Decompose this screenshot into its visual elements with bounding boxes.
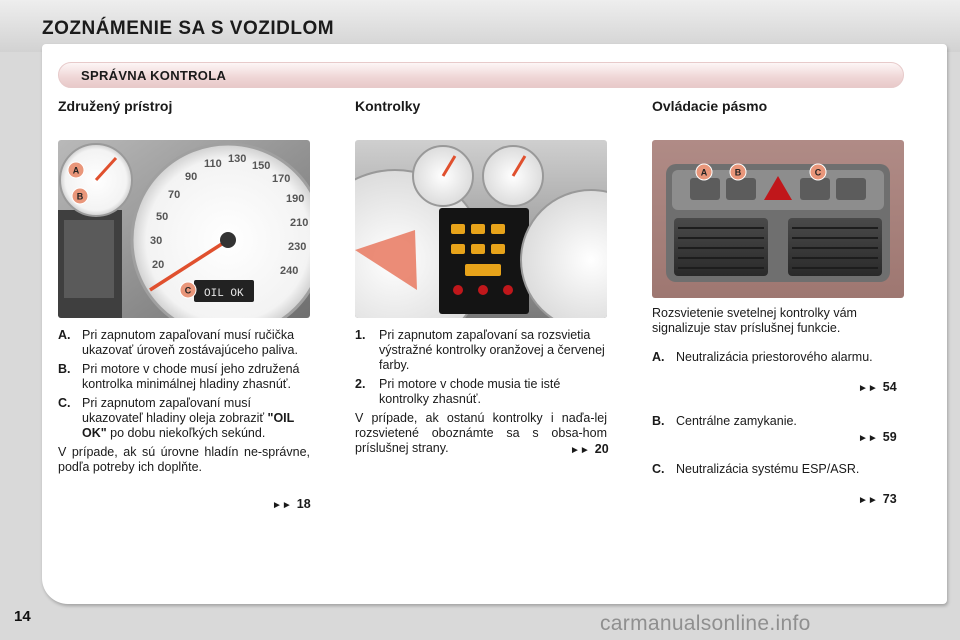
page-ref-number: 20 [594,442,609,456]
arrow-icon: ►► [858,495,878,506]
gauge-mark: 130 [228,153,247,165]
list-item [58,328,310,358]
gauge-mark: 50 [156,211,169,223]
instrument-note: V prípade, ak sú úrovne hladín ne-správne, podľa potreby ich doplňte. [58,445,310,474]
item-label: A. [58,328,71,342]
page-number: 14 [14,608,31,625]
page-ref-number: 18 [296,497,311,511]
list-item [652,350,904,369]
gauge-mark: 240 [280,265,299,277]
control-panel-photo [652,140,904,298]
item-label: A. [652,350,665,364]
item-label: 2. [355,377,366,391]
item-text: Pri zapnutom zapaľovaní musí ručička ukazovať úroveň zostávajúceho paliva. [82,328,298,357]
page-title: ZOZNÁMENIE SA S VOZIDLOM [42,18,335,39]
oil-ok-text: "OIL OK" [82,411,295,440]
controls-item-c [652,462,904,477]
item-label: B. [652,414,665,428]
section-banner [58,62,904,88]
photo-label-a: A [72,165,80,176]
item-text: Neutralizácia systému ESP/ASR. [676,462,860,476]
list-item [58,396,310,441]
arrow-icon: ►► [272,500,292,511]
warnings-note: V prípade, ak ostanú kontrolky i naďa-lej rozsvietené oboznámte sa s obsa-hom príslušnej strany. [355,411,607,455]
list-item [355,377,607,407]
list-item [355,328,607,373]
arrow-icon: ►► [858,383,878,394]
gauge-mark: 230 [288,241,307,253]
page-ref[interactable] [272,497,311,511]
gauge-mark: 30 [150,235,163,247]
warnings-heading: Kontrolky [355,98,421,114]
page-ref-number: 73 [882,492,897,506]
item-label: B. [58,362,71,376]
gauge-mark: 90 [185,171,198,183]
photo-label-a: A [700,167,708,178]
photo-label-c: C [184,285,192,296]
controls-item-a [652,350,904,365]
gauge-mark: 20 [152,259,165,271]
page-ref[interactable] [858,492,897,506]
controls-heading: Ovládacie pásmo [652,98,768,114]
oil-lcd: OIL OK [204,288,244,300]
item-label: C. [58,396,71,410]
item-text: Pri zapnutom zapaľovaní sa rozsvietia výstražné kontrolky oranžovej a červenej farby. [379,328,605,372]
controls-item-b [652,414,904,429]
warning-lights-photo [355,140,607,318]
page-ref[interactable] [858,430,897,444]
instrument-heading: Združený prístroj [58,98,173,114]
item-text: Centrálne zamykanie. [676,414,797,428]
item-text: Pri motore v chode musia tie isté kontrolky zhasnúť. [379,377,561,406]
page-ref[interactable] [570,442,609,456]
photo-label-b: B [734,167,742,178]
item-label: C. [652,462,665,476]
page-ref-number: 59 [882,430,897,444]
item-text: Neutralizácia priestorového alarmu. [676,350,873,364]
arrow-icon: ►► [858,433,878,444]
page-ref[interactable] [858,380,897,394]
page-ref-number: 54 [882,380,897,394]
controls-intro: Rozsvietenie svetelnej kontrolky vám signalizuje stav príslušnej funkcie. [652,306,857,335]
gauge-mark: 190 [286,193,305,205]
gauge-mark: 70 [168,189,181,201]
section-banner-label: SPRÁVNA KONTROLA [81,68,227,83]
gauge-mark: 210 [290,217,309,229]
item-text: Pri motore v chode musí jeho združená kontrolka minimálnej hladiny zhasnúť. [82,362,300,391]
gauge-mark: 150 [252,160,271,172]
item-text: po dobu niekoľkých sekúnd. [106,426,266,440]
instrument-list [58,328,310,475]
item-text: Pri zapnutom zapaľovaní musí ukazovateľ hladiny oleja zobraziť [82,396,268,425]
instrument-cluster-photo [58,140,310,318]
list-item [652,462,904,481]
photo-label-c: C [814,167,822,178]
arrow-icon: ►► [570,445,590,456]
gauge-mark: 110 [204,158,222,170]
photo-label-b: B [76,191,84,202]
list-item [58,362,310,392]
watermark: carmanualsonline.info [600,612,811,635]
warnings-list [355,328,607,456]
gauge-mark: 170 [272,173,291,185]
item-label: 1. [355,328,366,342]
